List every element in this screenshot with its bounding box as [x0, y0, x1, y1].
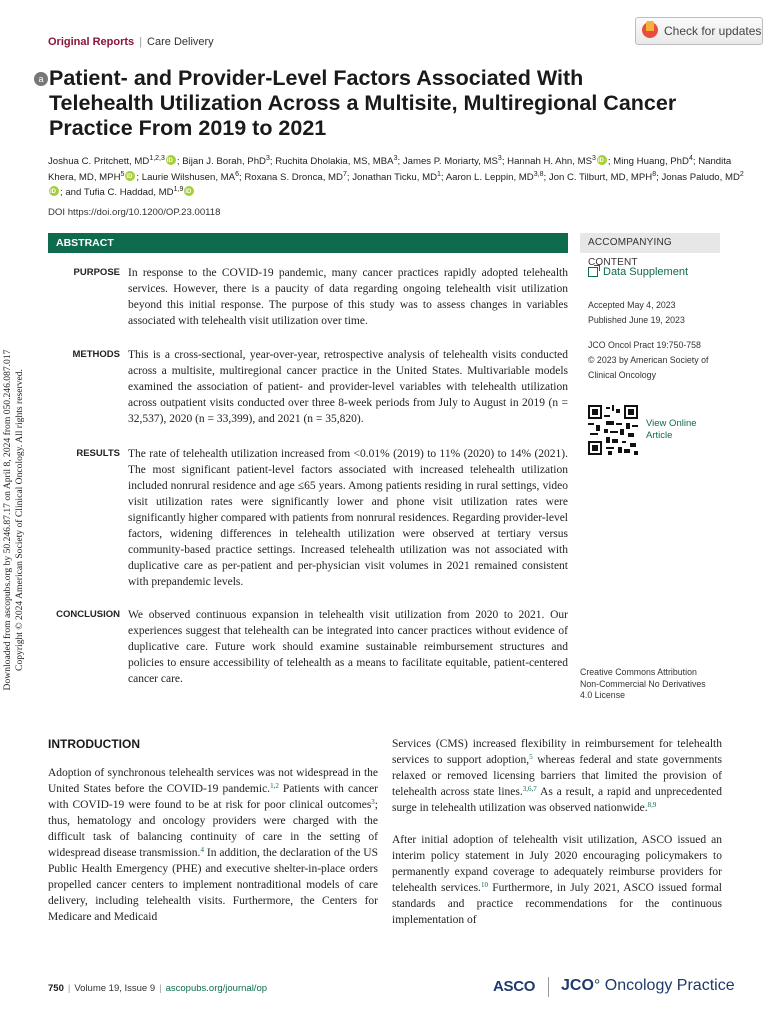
author-name: Jon C. Tilburt, MD, MPH: [548, 171, 653, 183]
license-note: [580, 667, 750, 702]
article-category: Original Reports | Care Delivery: [48, 36, 214, 48]
author-name: Laurie Wilshusen, MA: [141, 171, 236, 183]
jco-mark: JCO: [561, 977, 594, 994]
author-name: Ming Huang, PhD: [613, 156, 689, 167]
title-block: [34, 66, 684, 141]
license-line-1: Creative Commons Attribution: [580, 667, 697, 677]
page-footer: 750 | Volume 19, Issue 9 | ascopubs.org/journal/op: [48, 983, 268, 994]
crossmark-icon: [641, 21, 659, 41]
data-supplement-link[interactable]: [588, 266, 688, 278]
view-online-link[interactable]: [646, 418, 706, 442]
ref-link[interactable]: 5: [529, 753, 533, 761]
author-name: Nandita Khera, MD, MPH: [48, 156, 732, 183]
purpose-label: PURPOSE: [73, 267, 120, 278]
download-notice: [2, 330, 46, 710]
article-title: Patient- and Provider-Level Factors Associated With Telehealth Utilization Across a Multisite, Multiregional Cancer Practice From 2019 to 2021: [49, 66, 677, 140]
author-name: Hannah H. Ahn, MS: [507, 156, 592, 167]
orcid-icon[interactable]: [166, 155, 176, 165]
intro-paragraph-3: After initial adoption of telehealth visit utilization, ASCO issued an interim policy statement in July 2020 encouraging policymakers to permanently expand coverage to adequately reimburse providers for telehealth services.$^{10}$ Furthermore, in July 2021, ASCO issued formal standards and practice recommendations for the continuous implementation of: [392, 834, 722, 926]
view-online-label: View Online: [646, 418, 697, 429]
section-label: Original Reports: [48, 36, 135, 48]
author-affiliation: 1,9: [173, 186, 184, 193]
author-affiliation: 3,8: [533, 170, 544, 178]
ref-link[interactable]: 1,2: [270, 782, 279, 790]
results-label: RESULTS: [76, 448, 120, 459]
copyright-line-1: © 2023 by American Society of: [588, 355, 709, 365]
author-affiliation: 2: [739, 170, 744, 178]
results-text: The rate of telehealth utilization increased from <0.01% (2019) to 11% (2020) to 14% (2021). The most significant patient-level factors associated with increased telehealth utilization included nonrural residence and age ≤65 years. Among patients residing in rural settings, video visit utilization rates were significantly lower and phone visit utilization rates were significantly higher compared with patients from nonrural residences. Regarding provider-level factors, widening differences in telehealth utilization were observed at tertiary versus community-based practice settings. Increased telehealth utilization was not associated with duplicative care as per-patient and per-physician visit volumes in 2021 remained consistent with prepandemic levels.: [128, 448, 568, 588]
author-name: James P. Moriarty, MS: [402, 156, 498, 167]
volume-issue: Volume 19, Issue 9: [74, 983, 156, 994]
introduction-heading: INTRODUCTION: [48, 737, 140, 751]
author-affiliation: 7: [342, 170, 347, 178]
qr-code-icon[interactable]: [588, 405, 638, 455]
journal-url-link[interactable]: ascopubs.org/journal/op: [165, 983, 268, 994]
ref-link[interactable]: 3,6,7: [522, 785, 537, 793]
author-affiliation: 8: [652, 170, 657, 178]
orcid-icon[interactable]: [597, 155, 607, 165]
dates: [588, 298, 685, 328]
citation-block: [588, 338, 708, 383]
conclusion-label: CONCLUSION: [56, 609, 120, 620]
view-online-article-label: Article: [646, 430, 673, 441]
author-name: Jonas Paludo, MD: [661, 171, 740, 183]
intro-right-column: [392, 736, 722, 944]
jco-oncology-practice-logo: JCO° Oncology Practice: [561, 977, 735, 994]
methods-label: METHODS: [72, 349, 120, 360]
orcid-icon[interactable]: [49, 186, 59, 196]
author-name: Roxana S. Dronca, MD: [244, 171, 343, 183]
ref-link[interactable]: 3: [371, 798, 375, 806]
check-updates-label: Check for updates: [664, 24, 762, 38]
accepted-date: Accepted May 4, 2023: [588, 300, 676, 310]
author-affiliation: 3: [265, 155, 270, 162]
methods-text: This is a cross-sectional, year-over-year, retrospective analysis of telehealth visits conducted across a multisite, multiregional cancer practice in the United States. Multivariable models examined the association of patient- and provider-level variables with telehealth utilization across outpatient visits conducted over three 8-week periods from July to August in 2019 (n = 32,537), 2020 (n = 33,399), and 2021 (n = 35,820).: [128, 349, 568, 425]
author-name: Aaron L. Leppin, MD: [445, 171, 534, 183]
ref-link[interactable]: 10: [480, 881, 488, 889]
author-list: Joshua C. Pritchett, MD$^{1,2,3}$iD ; Bijan J. Borah, PhD$^3$; Ruchita Dholakia, MS, MBA$^3$; James P. Moriarty, $MS^3$; Hannah H. Ahn, $MS^3iD$ ; Ming Huang, PhD$^4$; Nandita Khera, MD, MPH$^5$iD ; Laurie Wilshusen, $MA^6$; Roxana S. Dronca, $MD^7$; Jonathan Ticku, $MD^1$; Aaron L. Leppin, MD$^{3,8}$; Jon C. Tilburt, MD, MPH$^8$; Jonas Paludo, $MD^2iD$; and Tufia C. Haddad, MD$^{1,9}$iD: [48, 154, 748, 201]
author-affiliation: 1: [437, 170, 441, 178]
page-number: 750: [48, 983, 64, 994]
author-affiliation: 5: [120, 170, 125, 178]
open-access-icon: a: [34, 72, 48, 86]
author-affiliation: 4: [688, 155, 693, 162]
ref-link[interactable]: 8,9: [647, 801, 657, 809]
subsection-label: Care Delivery: [147, 36, 214, 48]
license-line-3: 4.0 License: [580, 690, 625, 700]
logo-divider: [548, 977, 549, 997]
author-name: Ruchita Dholakia, MS, MBA: [275, 156, 394, 167]
author-affiliation: 3: [591, 155, 596, 162]
check-for-updates-button[interactable]: [635, 17, 763, 45]
author-name: Tufia C. Haddad, MD: [83, 187, 174, 198]
intro-paragraph-1: Adoption of synchronous telehealth services was not widespread in the United States before the COVID-19 pandemic.$^{1,2}$ Patients with cancer with COVID-19 were found to be at risk for poor clinical outcomes$^3$; thus, hematology and oncology providers were charged with the difficult task of balancing continuity of care in the setting of widespread disease transmission.$^4$ In addition, the declaration of the US Public Health Emergency (PHE) and executive shelter-in-place orders propelled cancer centers to implement nontraditional models of care delivery, including telehealth visits. Furthermore, the Centers for Medicare and Medicaid: [48, 767, 378, 923]
citation: JCO Oncol Pract 19:750-758: [588, 340, 701, 350]
external-link-icon: [588, 267, 598, 277]
published-date: Published June 19, 2023: [588, 315, 685, 325]
accompanying-content-heading: ACCOMPANYING CONTENT: [580, 233, 720, 253]
author-affiliation: 3: [497, 155, 502, 162]
purpose-text: In response to the COVID-19 pandemic, many cancer practices rapidly adopted telehealth services. However, there is a paucity of data regarding ongoing telehealth visit utilization beyond this initial response. The purpose of this study was to assess changes in variables associated with telehealth visit utilization over time.: [128, 267, 568, 327]
copyright-line-2: Clinical Oncology: [588, 370, 656, 380]
data-supplement-label: Data Supplement: [603, 266, 688, 278]
abstract-heading: ABSTRACT: [48, 233, 568, 253]
orcid-icon[interactable]: [125, 171, 135, 181]
doi-link[interactable]: DOI https://doi.org/10.1200/OP.23.00118: [48, 207, 221, 218]
asco-logo: ASCO: [493, 978, 536, 995]
author-affiliation: 6: [235, 170, 239, 178]
author-name: Bijan J. Borah, PhD: [182, 156, 266, 167]
intro-paragraph-2: Services (CMS) increased flexibility in reimbursement for telehealth services to support adoption,$^5$ whereas federal and state governments relaxed or removed licensing barriers that limited the provision of telehealth across state lines.$^{3,6,7}$ As a result, a rapid and unprecedented surge in telehealth utilization was observed nationwide.$^{8,9}$: [392, 738, 723, 814]
author-affiliation: 3: [393, 155, 398, 162]
orcid-icon[interactable]: [184, 186, 194, 196]
author-name: Joshua C. Pritchett, MD: [48, 156, 150, 167]
intro-left-column: [48, 765, 378, 941]
author-affiliation: 1,2,3: [149, 155, 165, 162]
conclusion-text: We observed continuous expansion in telehealth visit utilization from 2020 to 2021. Our experiences suggest that telehealth can be integrated into cancer practices without evidence of duplicative care. Future work should examine sustainable reimbursement structures and policies to ensure accessibility of telehealth as a means to facilitate equitable, patient-centered cancer care.: [128, 609, 568, 685]
download-notice-text: Downloaded from ascopubs.org by 50.246.87.17 on April 8, 2024 from 050.246.087.017 Copyright © 2024 American Society of Clinical Oncology. All rights reserved.: [2, 349, 25, 691]
ref-link[interactable]: 4: [200, 846, 204, 854]
journal-name: Oncology Practice: [604, 977, 735, 994]
author-name: Jonathan Ticku, MD: [352, 171, 438, 183]
license-line-2: Non-Commercial No Derivatives: [580, 678, 706, 689]
